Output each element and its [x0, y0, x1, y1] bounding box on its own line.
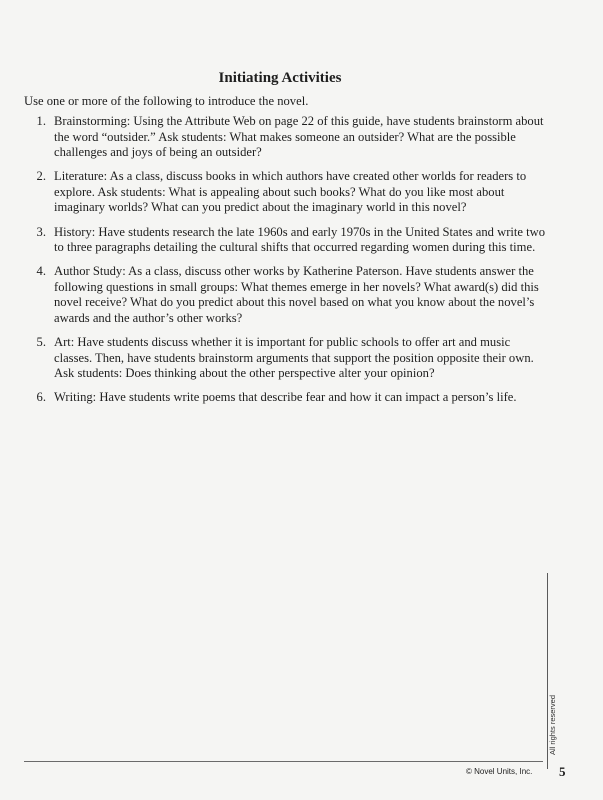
item-text: Literature: As a class, discuss books in which authors have created other worlds for readers to explore. Ask students: What is appealing about such books? What do you like most about imaginary worlds? What can you predict about the imaginary world in this novel?	[54, 169, 527, 215]
intro-text: Use one or more of the following to introduce the novel.	[24, 94, 309, 108]
item-number: 5.	[36, 335, 46, 350]
list-item	[28, 169, 548, 216]
list-item	[28, 225, 548, 256]
item-text: Art: Have students discuss whether it is important for public schools to offer art and music classes. Then, have students brainstorm arguments that support the position opposite their own. Ask students: Does thinking about the other perspective alter your opinion?	[54, 335, 534, 381]
item-number: 4.	[36, 264, 46, 279]
item-text: Writing: Have students write poems that describe fear and how it can impact a person’s life.	[54, 390, 517, 405]
list-item	[28, 264, 548, 326]
item-number: 2.	[36, 169, 46, 184]
list-item	[28, 114, 548, 161]
activity-list	[28, 114, 548, 415]
list-item	[28, 335, 548, 382]
item-number: 1.	[36, 114, 46, 128]
item-number: 6.	[36, 390, 46, 405]
list-item	[28, 390, 548, 406]
footer-rule	[24, 761, 543, 762]
rights-notice: All rights reserved	[548, 694, 557, 755]
publisher-credit: © Novel Units, Inc.	[466, 767, 533, 776]
item-text: Author Study: As a class, discuss other works by Katherine Paterson. Have students answer the following questions in small groups: What themes emerge in her novels? What award(s) did this novel receive? What do you predict about this novel based on what you know about the novel’s awards and the author’s other works?	[54, 264, 539, 326]
item-text: History: Have students research the late 1960s and early 1970s in the United States and write two to three paragraphs detailing the cultural shifts that occurred regarding women during this time.	[54, 224, 546, 255]
page-title: Initiating Activities	[218, 70, 342, 86]
item-number: 3.	[36, 224, 46, 239]
page-number: 5	[559, 764, 566, 779]
item-text: Brainstorming: Using the Attribute Web on page 22 of this guide, have students brainstorm about the word “outsider.” Ask students: What makes someone an outsider? What are the possible challenges and joys of being an outsider?	[54, 114, 544, 160]
